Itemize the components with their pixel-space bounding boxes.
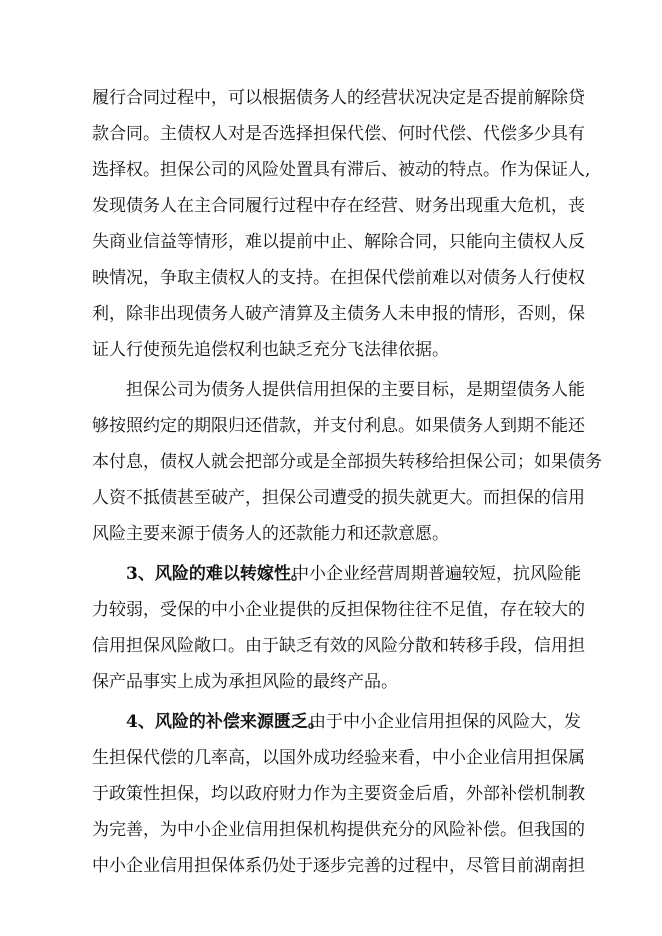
text-line: 利，除非出现债务人破产清算及主债务人未申报的情形，否则，保 <box>92 304 585 324</box>
text-line: 本付息，债权人就会把部分或是全部损失转移给担保公司；如果债务 <box>92 452 602 472</box>
text-line: 选择权。担保公司的风险处置具有滞后、被动的特点。作为保证人, <box>92 160 591 180</box>
section-heading: 3、风险的难以转嫁性。 <box>126 564 308 584</box>
paragraph-line <box>0 777 662 811</box>
paragraph-line <box>0 153 662 187</box>
paragraph-line <box>0 517 662 551</box>
text-line: 证人行使预先追偿权利也缺乏充分飞法律依据。 <box>92 340 449 360</box>
paragraph-line <box>0 741 662 775</box>
section-heading: 4、风险的补偿来源匮乏。 <box>126 712 325 732</box>
paragraph-line <box>0 705 662 739</box>
text-line: 力较弱，受保的中小企业提供的反担保物往往不足值，存在较大的 <box>92 600 585 620</box>
text-line: 映情况，争取主债权人的支持。在担保代偿前难以对债务人行使权 <box>92 268 585 288</box>
paragraph-line <box>0 849 662 883</box>
paragraph-line <box>0 557 662 591</box>
text-line: 风险主要来源于债务人的还款能力和还款意愿。 <box>92 524 449 544</box>
paragraph-line <box>0 481 662 515</box>
paragraph-line <box>0 189 662 223</box>
text-line: 失商业信益等情形，难以提前中止、解除合同，只能向主债权人反 <box>92 232 585 252</box>
text-line: 信用担保风险敞口。由于缺乏有效的风险分散和转移手段，信用担 <box>92 636 585 656</box>
paragraph-line <box>0 81 662 115</box>
text-line: 担保公司为债务人提供信用担保的主要目标，是期望债务人能 <box>126 380 585 400</box>
paragraph-line <box>0 117 662 151</box>
paragraph-line <box>0 333 662 367</box>
text-line: 生担保代偿的几率高，以国外成功经验来看，中小企业信用担保属 <box>92 748 585 768</box>
text-line: 够按照约定的期限归还借款，并支付利息。如果债务人到期不能还 <box>92 416 585 436</box>
text-line: 为完善，为中小企业信用担保机构提供充分的风险补偿。但我国的 <box>92 820 585 840</box>
text-line: 发现债务人在主合同履行过程中存在经营、财务出现重大危机，丧 <box>92 196 585 216</box>
text-line: 由于中小企业信用担保的风险大，发 <box>309 712 581 732</box>
paragraph-line <box>0 593 662 627</box>
text-line: 保产品事实上成为承担风险的最终产品。 <box>92 672 398 692</box>
paragraph-line <box>0 629 662 663</box>
text-line: 款合同。主债权人对是否选择担保代偿、何时代偿、代偿多少具有 <box>92 124 585 144</box>
text-line: 人资不抵债甚至破产，担保公司遭受的损失就更大。而担保的信用 <box>92 488 585 508</box>
text-line: 中小企业经营周期普遍较短，抗风险能 <box>292 564 581 584</box>
text-line: 于政策性担保，均以政府财力作为主要资金后盾，外部补偿机制教 <box>92 784 585 804</box>
paragraph-line <box>0 373 662 407</box>
text-line: 中小企业信用担保体系仍处于逐步完善的过程中，尽管目前湖南担 <box>92 856 585 876</box>
paragraph-line <box>0 297 662 331</box>
paragraph-line <box>0 813 662 847</box>
paragraph-line <box>0 445 662 479</box>
text-line: 履行合同过程中，可以根据债务人的经营状况决定是否提前解除贷 <box>92 88 585 108</box>
paragraph-line <box>0 665 662 699</box>
paragraph-line <box>0 225 662 259</box>
paragraph-line <box>0 261 662 295</box>
paragraph-line <box>0 409 662 443</box>
